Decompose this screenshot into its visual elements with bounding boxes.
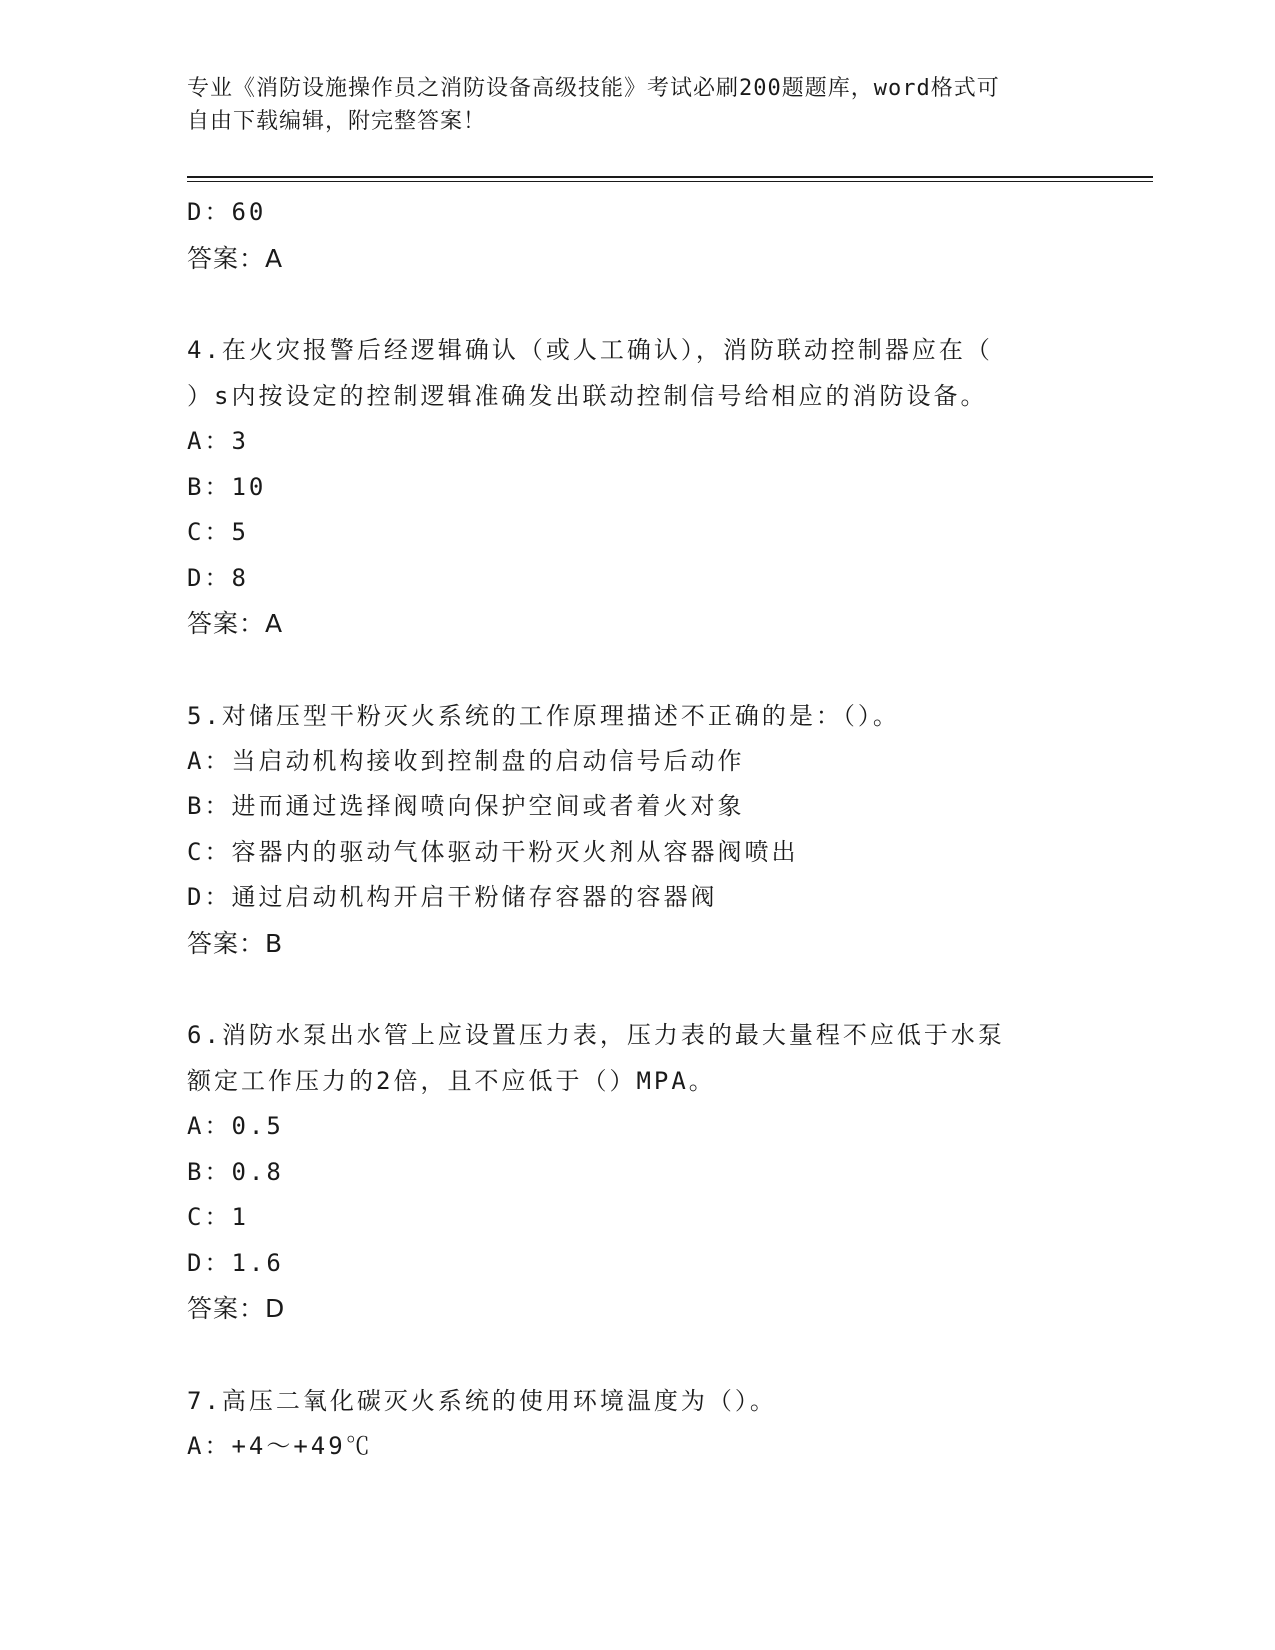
question-7 <box>187 1378 1153 1470</box>
header-line-2: 自由下载编辑，附完整答案！ <box>187 109 487 134</box>
option-a: A：0.5 <box>187 1112 284 1140</box>
answer-line: 答案：A <box>187 609 284 638</box>
question-stem: 4.在火灾报警后经逻辑确认（或人工确认），消防联动控制器应在（ <box>187 336 993 364</box>
option-b: B：0.8 <box>187 1157 284 1186</box>
option-d: D：60 <box>187 198 267 226</box>
question-4 <box>187 327 1153 647</box>
option-a: A：+4～+49℃ <box>187 1431 373 1460</box>
option-d: D：8 <box>187 563 249 592</box>
question-6 <box>187 1012 1153 1332</box>
option-c: C：容器内的驱动气体驱动干粉灭火剂从容器阀喷出 <box>187 837 799 866</box>
question-5 <box>187 693 1153 967</box>
option-c: C：5 <box>187 518 249 546</box>
question-stem: 6.消防水泵出水管上应设置压力表，压力表的最大量程不应低于水泵 <box>187 1021 1005 1049</box>
option-b: B：进而通过选择阀喷向保护空间或者着火对象 <box>187 792 745 820</box>
answer-line: 答案：B <box>187 928 284 958</box>
header-line-1: 专业《消防设施操作员之消防设备高级技能》考试必刷200题题库，word格式可 <box>187 76 1000 101</box>
option-a: A：3 <box>187 427 249 455</box>
option-d: D：1.6 <box>187 1248 284 1277</box>
question-stem-continued: 额定工作压力的2倍，且不应低于（）MPA。 <box>187 1067 716 1095</box>
header-divider-top <box>187 176 1153 178</box>
question-stem: 5.对储压型干粉灭火系统的工作原理描述不正确的是：（）。 <box>187 701 900 730</box>
header-divider-bottom <box>187 181 1153 182</box>
option-c: C：1 <box>187 1203 249 1231</box>
answer-line: 答案：D <box>187 1294 286 1323</box>
question-list <box>187 190 1153 1469</box>
option-d: D：通过启动机构开启干粉储存容器的容器阀 <box>187 883 718 911</box>
option-b: B：10 <box>187 472 267 501</box>
option-a: A：当启动机构接收到控制盘的启动信号后动作 <box>187 746 745 775</box>
answer-line: 答案：A <box>187 243 284 273</box>
question-stem-continued: ）s内按设定的控制逻辑准确发出联动控制信号给相应的消防设备。 <box>187 382 988 410</box>
question-stem: 7.高压二氧化碳灭火系统的使用环境温度为（）。 <box>187 1386 777 1415</box>
document-header <box>187 72 1087 138</box>
